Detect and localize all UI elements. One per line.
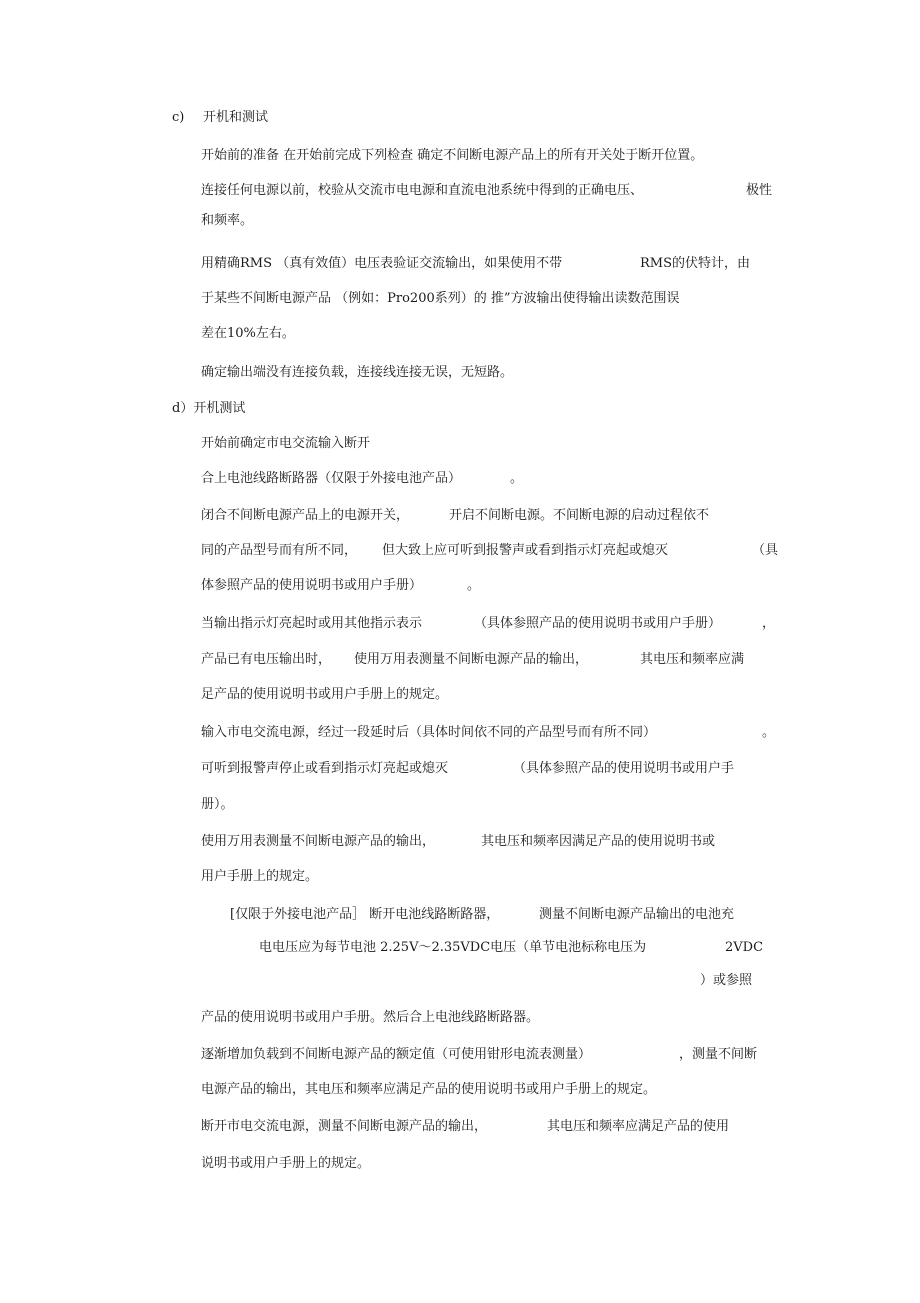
paragraph-line: 于某些不间断电源产品 （例如：Pro200系列）的 推”方波输出使得输出读数范围误	[201, 291, 680, 306]
section-c-label: c)	[172, 110, 185, 125]
paragraph-line: 同的产品型号而有所不同，	[201, 543, 358, 558]
paragraph-line: 用精确RMS （真有效值）电压表验证交流输出，如果使用不带	[201, 256, 563, 271]
paragraph-line: （具体参照产品的使用说明书或用户手册）	[474, 616, 722, 631]
paragraph-line: RMS的伏特计，由	[640, 256, 751, 271]
paragraph-line: 册）。	[201, 797, 234, 812]
paragraph-line: 开启不间断电源。不间断电源的启动过程依不	[449, 508, 710, 523]
paragraph-line: 2VDC	[725, 940, 764, 955]
paragraph-line: 产品的使用说明书或用户手册。然后合上电池线路断路器。	[201, 1010, 540, 1025]
paragraph-line: 其电压和频率应满	[640, 652, 745, 667]
paragraph-line: 其电压和频率因满足产品的使用说明书或	[481, 834, 716, 849]
paragraph-line: 开始前的准备 在开始前完成下列检查 确定不间断电源产品上的所有开关处于断开位置。	[201, 148, 704, 163]
paragraph-line: 其电压和频率应满足产品的使用	[547, 1119, 730, 1134]
paragraph-line: 确定输出端没有连接负载，连接线连接无误，无短路。	[201, 365, 514, 380]
paragraph-line: 输入市电交流电源，经过一段延时后（具体时间依不同的产品型号而有所不同）	[201, 725, 657, 740]
paragraph-line: （具体参照产品的使用说明书或用户手	[513, 761, 735, 776]
paragraph-line: [仅限于外接电池产品］ 断开电池线路断路器，	[230, 907, 500, 922]
paragraph-line: 可听到报警声停止或看到指示灯亮起或熄灭	[201, 761, 449, 776]
paragraph-line: 。	[510, 471, 524, 486]
paragraph-line: 断开市电交流电源，测量不间断电源产品的输出，	[201, 1119, 488, 1134]
paragraph-line: 电源产品的输出，其电压和频率应满足产品的使用说明书或用户手册上的规定。	[201, 1082, 657, 1097]
paragraph-line: 说明书或用户手册上的规定。	[201, 1156, 371, 1171]
section-c-title: 开机和测试	[203, 110, 269, 125]
paragraph-line: 足产品的使用说明书或用户手册上的规定。	[201, 687, 449, 702]
paragraph-line: 逐渐增加负载到不间断电源产品的额定值（可使用钳形电流表测量）	[201, 1047, 592, 1062]
paragraph-line: 。	[467, 578, 481, 593]
paragraph-line: 开始前确定市电交流输入断开	[201, 436, 371, 451]
paragraph-line: 体参照产品的使用说明书或用户手册）	[201, 578, 423, 593]
paragraph-line: 合上电池线路断路器（仅限于外接电池产品）	[201, 471, 462, 486]
paragraph-line: ）或参照	[700, 973, 753, 988]
paragraph-line: 使用万用表测量不间断电源产品的输出，	[354, 652, 589, 667]
paragraph-line: 和频率。	[201, 213, 254, 228]
paragraph-line: 。	[762, 725, 776, 740]
paragraph-line: 测量不间断电源产品输出的电池充	[539, 907, 735, 922]
paragraph-line: 用户手册上的规定。	[201, 869, 319, 884]
paragraph-line: 当输出指示灯亮起时或用其他指示表示	[201, 616, 423, 631]
paragraph-line: 产品已有电压输出时，	[201, 652, 332, 667]
paragraph-line: （具	[752, 543, 779, 558]
paragraph-line: 使用万用表测量不间断电源产品的输出，	[201, 834, 436, 849]
paragraph-line: 但大致上应可听到报警声或看到指示灯亮起或熄灭	[382, 543, 669, 558]
paragraph-line: 极性	[746, 183, 773, 198]
paragraph-line: 连接任何电源以前，校验从交流市电电源和直流电池系统中得到的正确电压、	[201, 183, 644, 198]
section-d-title: d）开机测试	[172, 401, 246, 416]
paragraph-line: ，测量不间断	[679, 1047, 758, 1062]
paragraph-line: 闭合不间断电源产品上的电源开关，	[201, 508, 410, 523]
paragraph-line: 电电压应为每节电池 2.25V～2.35VDC电压（单节电池标称电压为	[259, 940, 647, 955]
paragraph-line: 差在10%左右。	[201, 326, 295, 341]
paragraph-line: ，	[762, 616, 776, 631]
